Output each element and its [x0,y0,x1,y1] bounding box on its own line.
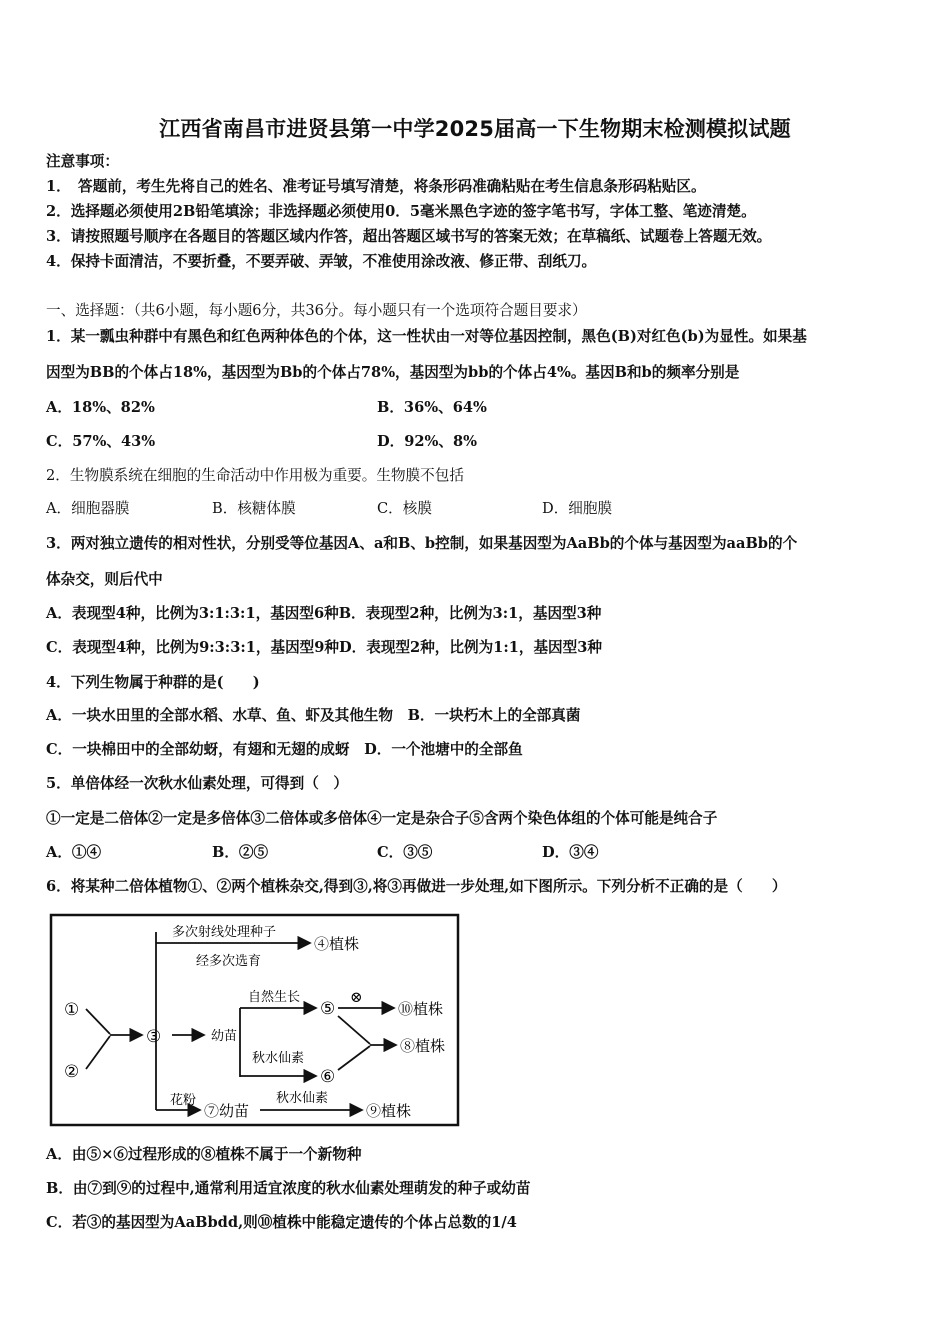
q2-option-c[interactable]: C．核膜 [377,500,432,517]
q1-option-c[interactable]: C．57%、43% [46,433,156,450]
natural-growth-label: 自然生长 [248,990,301,1005]
cross-6-line [338,1046,370,1070]
q3-stem-line2: 体杂交，则后代中 [46,571,163,588]
page-title: 江西省南昌市进贤县第一中学2025届高一下生物期末检测模拟试题 [159,117,791,141]
q4-stem: 4．下列生物属于种群的是( ) [46,674,260,691]
pollen-label: 花粉 [170,1093,197,1108]
node-6: ⑥ [320,1067,336,1087]
node-1: ① [64,1000,80,1020]
q5-option-c[interactable]: C．③⑤ [377,844,433,861]
plant-8-label: ⑧植株 [400,1037,446,1055]
top-branch-label: 多次射线处理种子 [172,925,277,940]
node-2: ② [64,1062,80,1082]
q1-stem-line1: 1．某一瓢虫种群中有黑色和红色两种体色的个体，这一性状由一对等位基因控制，黑色(B)对红色(b)为显性。如果基 [46,328,807,345]
cross-line-top [86,1009,110,1034]
q1-option-d[interactable]: D．92%、8% [377,433,478,450]
node-3: ③ [146,1027,162,1047]
notice-item-3: 3．请按照题号顺序在各题目的答题区域内作答，超出答题区域书写的答案无效；在草稿纸、试题卷上答题无效。 [46,228,772,245]
colchicine-label-bottom: 秋水仙素 [276,1091,329,1106]
q3-stem-line1: 3．两对独立遗传的相对性状，分别受等位基因A、a和B、b控制，如果基因型为AaBb的个体与基因型为aaBb的个 [46,535,798,552]
notice-heading: 注意事项： [46,153,119,170]
q3-options-ab[interactable]: A．表现型4种，比例为3:1:3:1，基因型6种B．表现型2种，比例为3:1，基因型3种 [46,605,602,622]
q6-option-b[interactable]: B．由⑦到⑨的过程中,通常利用适宜浓度的秋水仙素处理萌发的种子或幼苗 [46,1180,531,1197]
plant-10-label: ⑩植株 [398,1000,444,1018]
section-heading: 一、选择题：（共6小题，每小题6分，共36分。每小题只有一个选项符合题目要求） [46,302,587,319]
seedling-label: 幼苗 [211,1029,238,1044]
q3-options-cd[interactable]: C．表现型4种，比例为9:3:3:1，基因型9种D．表现型2种，比例为1:1，基因型3种 [46,639,602,656]
q5-option-a[interactable]: A．①④ [46,844,102,861]
q5-option-b[interactable]: B．②⑤ [212,844,269,861]
q2-option-a[interactable]: A．细胞器膜 [46,500,130,517]
plant-9-label: ⑨植株 [366,1102,412,1120]
q5-option-d[interactable]: D．③④ [542,844,599,861]
q1-option-b[interactable]: B．36%、64% [377,399,487,416]
notice-item-1: 1． 答题前，考生先将自己的姓名、准考证号填写清楚，将条形码准确粘贴在考生信息条形码粘贴区。 [46,178,706,195]
colchicine-label-mid: 秋水仙素 [252,1051,305,1066]
cross-5-line [338,1016,370,1044]
q6-option-a[interactable]: A．由⑤×⑥过程形成的⑧植株不属于一个新物种 [46,1146,362,1163]
q6-stem: 6．将某种二倍体植物①、②两个植株杂交,得到③,将③再做进一步处理,如下图所示。下列分析不正确的是（ ） [46,878,787,895]
top-branch-sublabel: 经多次选育 [196,954,262,969]
q2-option-b[interactable]: B．核糖体膜 [212,500,296,517]
q6-option-c[interactable]: C．若③的基因型为AaBbdd,则⑩植株中能稳定遗传的个体占总数的1/4 [46,1214,517,1231]
seedling-7-label: ⑦幼苗 [204,1102,250,1120]
selfing-symbol: ⊗ [350,988,363,1006]
q1-option-a[interactable]: A．18%、82% [46,399,155,416]
notice-item-4: 4．保持卡面清洁，不要折叠，不要弄破、弄皱，不准使用涂改液、修正带、刮纸刀。 [46,253,597,270]
node-5: ⑤ [320,999,336,1019]
q1-stem-line2: 因型为BB的个体占18%，基因型为Bb的个体占78%，基因型为bb的个体占4%。基因B和b的频率分别是 [46,364,740,381]
q2-stem: 2．生物膜系统在细胞的生命活动中作用极为重要。生物膜不包括 [46,467,464,484]
breeding-diagram [48,912,462,1128]
q5-stem: 5．单倍体经一次秋水仙素处理，可得到（ ） [46,775,349,792]
q4-options-ab[interactable]: A．一块水田里的全部水稻、水草、鱼、虾及其他生物 B．一块朽木上的全部真菌 [46,707,581,724]
diagram-frame [51,915,458,1125]
cross-line-bottom [86,1036,110,1069]
plant-4-label: ④植株 [314,935,360,953]
q4-options-cd[interactable]: C．一块棉田中的全部幼蚜，有翅和无翅的成蚜 D．一个池塘中的全部鱼 [46,741,523,758]
q2-option-d[interactable]: D．细胞膜 [542,500,613,517]
q5-detail: ①一定是二倍体②一定是多倍体③二倍体或多倍体④一定是杂合子⑤含两个染色体组的个体可能是纯合子 [46,810,718,827]
notice-item-2: 2．选择题必须使用2B铅笔填涂；非选择题必须使用0．5毫米黑色字迹的签字笔书写，字体工整、笔迹清楚。 [46,203,756,220]
